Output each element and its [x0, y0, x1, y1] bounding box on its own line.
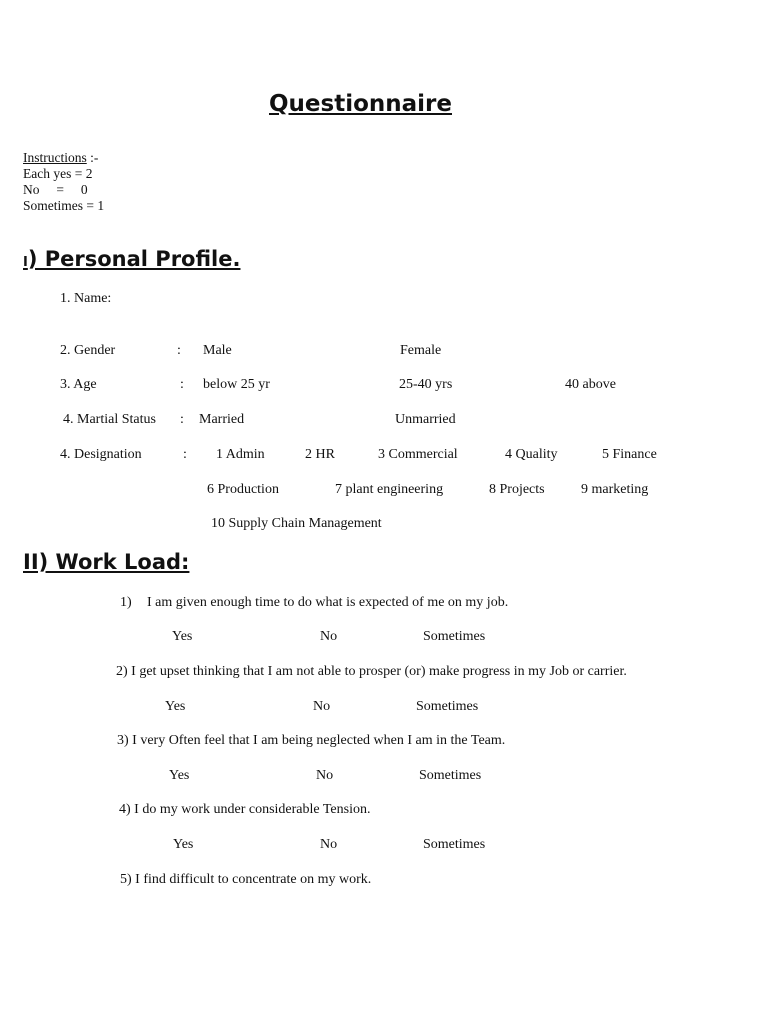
section-personal-profile-heading [23, 249, 240, 270]
answer-sometimes: Sometimes [423, 837, 486, 852]
age-option: below 25 yr [203, 377, 270, 392]
age-option: 40 above [565, 377, 616, 392]
designation-option: 10 Supply Chain Management [211, 516, 382, 531]
question-text: 3) I very Often feel that I am being neglected when I am in the Team. [117, 733, 506, 748]
marital-status-label: 4. Martial Status [63, 412, 156, 427]
answer-no: No [320, 629, 338, 644]
name-label: 1. Name: [60, 291, 112, 306]
question-text: I am given enough time to do what is expected of me on my job. [147, 595, 509, 610]
designation-option: 2 HR [305, 447, 335, 462]
designation-option: 5 Finance [602, 447, 657, 462]
age-label: 3. Age [60, 377, 97, 392]
marital-colon: : [180, 412, 184, 427]
designation-colon: : [183, 447, 187, 462]
marital-option: Married [199, 412, 245, 427]
designation-option: 8 Projects [489, 482, 545, 497]
question-number: 1) [120, 595, 132, 610]
instruction-line: Each yes = 2 [23, 166, 93, 181]
answer-no: No [313, 699, 331, 714]
gender-option-male: Male [203, 343, 232, 358]
gender-colon: : [177, 343, 181, 358]
answer-yes: Yes [172, 629, 193, 644]
designation-option: 4 Quality [505, 447, 558, 462]
answer-no: No [320, 837, 338, 852]
designation-option: 9 marketing [581, 482, 649, 497]
answer-sometimes: Sometimes [416, 699, 479, 714]
question-text: 4) I do my work under considerable Tension. [119, 802, 371, 817]
marital-option: Unmarried [395, 412, 456, 427]
answer-yes: Yes [165, 699, 186, 714]
answer-sometimes: Sometimes [419, 768, 482, 783]
instructions-block [23, 150, 104, 214]
answer-yes: Yes [173, 837, 194, 852]
question-text: 5) I find difficult to concentrate on my work. [120, 872, 372, 887]
question-text: 2) I get upset thinking that I am not able to prosper (or) make progress in my Job or carrier. [116, 664, 627, 679]
gender-option-female: Female [400, 343, 442, 358]
section-work-load-heading: II) Work Load: [23, 550, 190, 574]
instructions-heading: Instructions [23, 150, 87, 165]
age-colon: : [180, 377, 184, 392]
gender-label: 2. Gender [60, 343, 116, 358]
page-title: Questionnaire [269, 91, 452, 117]
instructions-heading-line [23, 150, 104, 166]
instruction-line: Sometimes = 1 [23, 198, 105, 213]
answer-yes: Yes [169, 768, 190, 783]
instruction-line: No = 0 [23, 182, 88, 197]
answer-sometimes: Sometimes [423, 629, 486, 644]
designation-option: 7 plant engineering [335, 482, 444, 497]
instructions-heading-suffix: :- [86, 150, 99, 165]
designation-label: 4. Designation [60, 447, 142, 462]
answer-no: No [316, 768, 334, 783]
section-numeral: I [23, 255, 28, 270]
designation-option: 6 Production [207, 482, 279, 497]
section-title: ) Personal Profile. [27, 247, 241, 271]
designation-option: 3 Commercial [378, 447, 458, 462]
age-option: 25-40 yrs [399, 377, 453, 392]
designation-option: 1 Admin [216, 447, 265, 462]
